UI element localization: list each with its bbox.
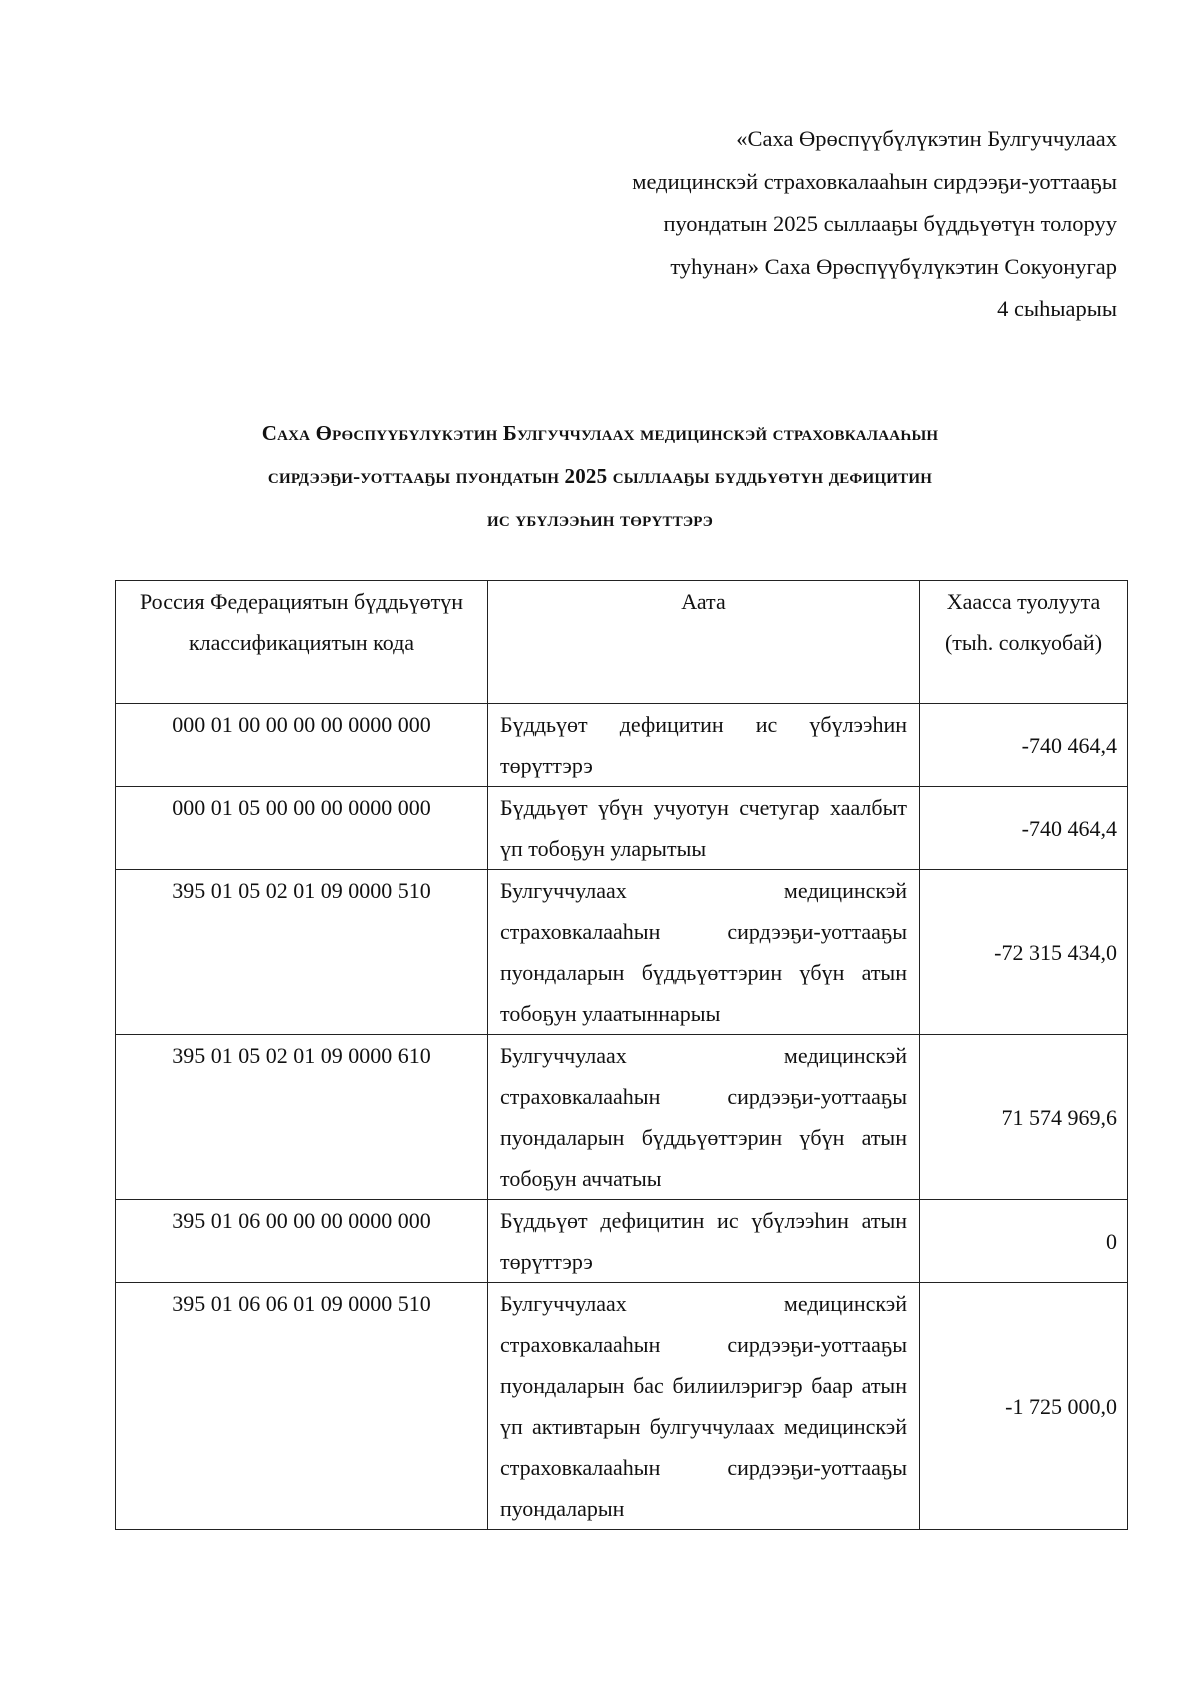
- row-name: Булгуччулаах медицинскэй страховкалааһын сирдээҕи-уоттааҕы пуондаларын бүддьүөттэрин үбүн атын тобоҕун улаатыннарыы: [488, 870, 920, 1035]
- row-code: 395 01 06 00 00 00 0000 000: [116, 1200, 488, 1283]
- header-line: туһунан» Саха Өрөспүүбүлүкэтин Сокуонугар: [670, 253, 1117, 279]
- title-line: сирдээҕи-уоттааҕы пуондатын 2025 сыллааҕы бүддьүөтүн дефицитин: [267, 464, 933, 488]
- row-amount: -72 315 434,0: [920, 870, 1128, 1035]
- row-name: Бүддьүөт дефицитин ис үбүлээһин атын төрүттэрэ: [488, 1200, 920, 1283]
- header-line: пуондатын 2025 сыллааҕы бүддьүөтүн толоруу: [663, 211, 1117, 236]
- deficit-sources-table: [115, 580, 1128, 1530]
- header-line: медицинскэй страховкалааһын сирдээҕи-уоттааҕы: [632, 168, 1117, 194]
- table-row: [116, 870, 1128, 1035]
- row-amount: -740 464,4: [920, 704, 1128, 787]
- row-amount: 71 574 969,6: [920, 1035, 1128, 1200]
- header-line: «Саха Өрөспүүбүлүкэтин Булгуччулаах: [736, 126, 1117, 151]
- title-line: ис үбүлээһин төрүттэрэ: [486, 507, 714, 531]
- row-amount: 0: [920, 1200, 1128, 1283]
- row-name: Бүддьүөт дефицитин ис үбүлээһин төрүттэрэ: [488, 704, 920, 787]
- row-name: Бүддьүөт үбүн учуотун счетугар хаалбыт үп тобоҕун уларытыы: [488, 787, 920, 870]
- row-code: 000 01 05 00 00 00 0000 000: [116, 787, 488, 870]
- header-code: Россия Федерациятын бүддьүөтүн классификациятын кода: [116, 581, 488, 704]
- row-code: 395 01 05 02 01 09 0000 510: [116, 870, 488, 1035]
- table-header-row: [116, 581, 1128, 704]
- document-title: [0, 412, 1200, 541]
- header-name: Аата: [488, 581, 920, 704]
- table-row: [116, 1035, 1128, 1200]
- row-name: Булгуччулаах медицинскэй страховкалааһын сирдээҕи-уоттааҕы пуондаларын бүддьүөттэрин үбүн атын тобоҕун аччатыы: [488, 1035, 920, 1200]
- title-line: Саха Өрөспүүбүлүкэтин Булгуччулаах медицинскэй страховкалааһын: [261, 421, 939, 445]
- row-amount: -740 464,4: [920, 787, 1128, 870]
- row-code: 395 01 05 02 01 09 0000 610: [116, 1035, 488, 1200]
- table-row: [116, 787, 1128, 870]
- row-code: 000 01 00 00 00 00 0000 000: [116, 704, 488, 787]
- table-row: [116, 704, 1128, 787]
- header-amount: Хаасса туолуута (тыһ. солкуобай): [920, 581, 1128, 704]
- row-code: 395 01 06 06 01 09 0000 510: [116, 1283, 488, 1530]
- row-name: Булгуччулаах медицинскэй страховкалааһын сирдээҕи-уоттааҕы пуондаларын бас билиилэригэр баар атын үп активтарын булгуччулаах медицинскэй страховкалааһын сирдээҕи-уоттааҕы пуондаларын: [488, 1283, 920, 1530]
- row-amount: -1 725 000,0: [920, 1283, 1128, 1530]
- document-header: [632, 118, 1117, 331]
- table-row: [116, 1283, 1128, 1530]
- table-row: [116, 1200, 1128, 1283]
- header-line: 4 сыһыарыы: [997, 296, 1117, 321]
